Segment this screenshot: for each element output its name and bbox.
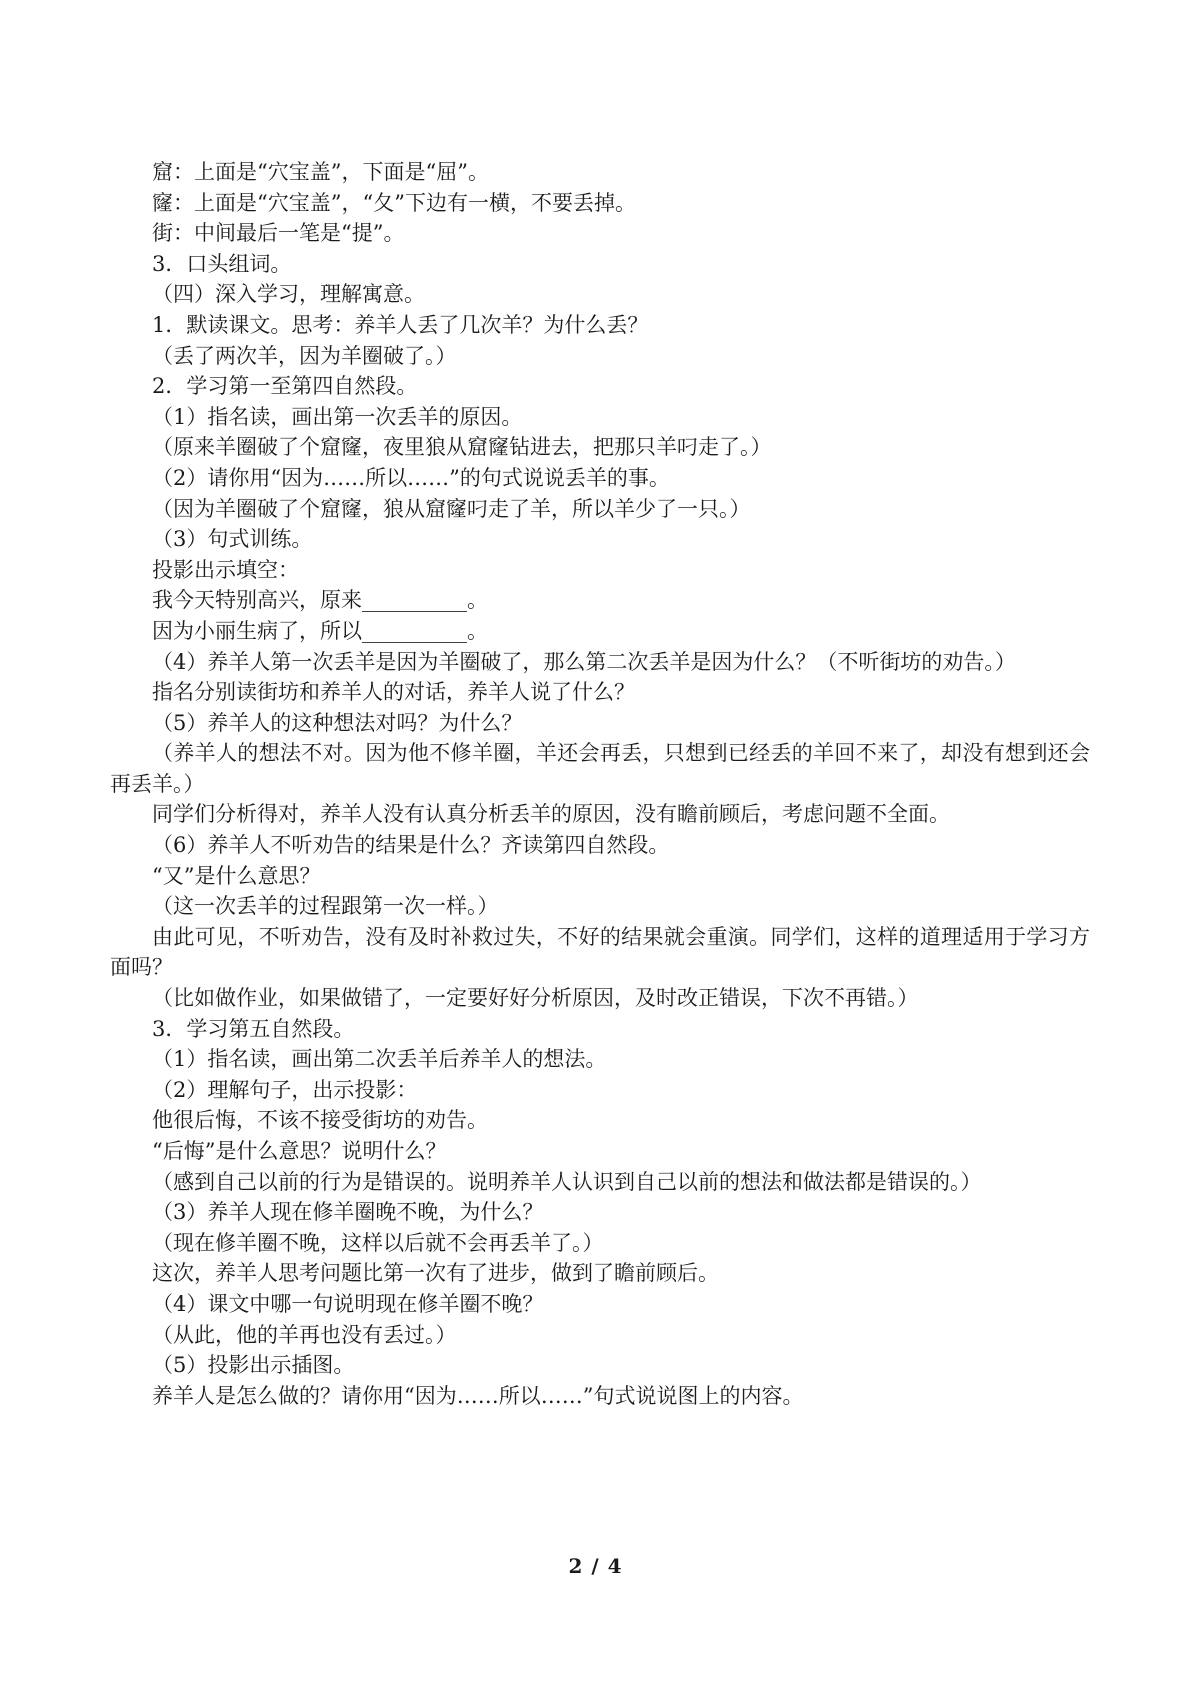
paragraph: 同学们分析得对，养羊人没有认真分析丢羊的原因，没有瞻前顾后，考虑问题不全面。 [152,802,950,827]
paragraph: （原来羊圈破了个窟窿，夜里狼从窟窿钻进去，把那只羊叼走了。） [152,435,772,460]
paragraph: （3）养羊人现在修羊圈晚不晚，为什么？ [152,1200,544,1225]
paragraph: （1）指名读，画出第一次丢羊的原因。 [152,404,523,429]
fill-in-blank: 我今天特别高兴，原来__________。 [152,588,488,613]
paragraph: （2）理解句子，出示投影： [152,1077,418,1102]
paragraph: 养羊人是怎么做的？请你用“因为……所以……”句式说说图上的内容。 [152,1383,804,1408]
paragraph: （养羊人的想法不对。因为他不修羊圈，羊还会再丢，只想到已经丢的羊回不来了，却没有想到还会再丢羊。） [110,741,1090,796]
paragraph: 窿：上面是“穴宝盖”，“夂”下边有一横，不要丢掉。 [152,190,636,215]
paragraph: 这次，养羊人思考问题比第一次有了进步，做到了瞻前顾后。 [152,1261,719,1286]
section-heading: （四）深入学习，理解寓意。 [152,282,425,307]
paragraph: （现在修羊圈不晚，这样以后就不会再丢羊了。） [152,1230,604,1255]
paragraph: 2．学习第一至第四自然段。 [152,374,418,399]
paragraph: 3．口头组词。 [152,251,292,276]
paragraph: （5）投影出示插图。 [152,1353,355,1378]
paragraph: （4）课文中哪一句说明现在修羊圈不晚？ [152,1291,544,1316]
paragraph: 他很后悔，不该不接受街坊的劝告。 [152,1108,488,1133]
paragraph: （比如做作业，如果做错了，一定要好好分析原因，及时改正错误，下次不再错。） [152,986,919,1011]
paragraph: “又”是什么意思？ [152,863,321,888]
paragraph: （4）养羊人第一次丢羊是因为羊圈破了，那么第二次丢羊是因为什么？（不听街坊的劝告。） [152,649,1016,674]
paragraph: 3．学习第五自然段。 [152,1016,355,1041]
paragraph: （5）养羊人的这种想法对吗？为什么？ [152,710,523,735]
paragraph: （1）指名读，画出第二次丢羊后养羊人的想法。 [152,1047,607,1072]
paragraph: 街：中间最后一笔是“提”。 [152,221,405,246]
paragraph: （6）养羊人不听劝告的结果是什么？齐读第四自然段。 [152,833,670,858]
paragraph: 1．默读课文。思考：养羊人丢了几次羊？为什么丢？ [152,312,649,337]
page-number: 2 / 4 [568,1554,623,1578]
paragraph: （3）句式训练。 [152,527,313,552]
paragraph: （这一次丢羊的过程跟第一次一样。） [152,894,499,919]
paragraph: 由此可见，不听劝告，没有及时补救过失，不好的结果就会重演。同学们，这样的道理适用于学习方面吗？ [110,924,1090,980]
document-body [110,157,1090,1411]
paragraph: “后悔”是什么意思？说明什么？ [152,1139,447,1163]
paragraph: （从此，他的羊再也没有丢过。） [152,1322,457,1347]
paragraph: 指名分别读街坊和养羊人的对话，养羊人说了什么？ [152,680,635,705]
fill-in-blank: 因为小丽生病了，所以__________。 [152,618,488,643]
paragraph: （丢了两次羊，因为羊圈破了。） [152,343,457,368]
paragraph: 投影出示填空： [152,557,299,582]
paragraph: （因为羊圈破了个窟窿，狼从窟窿叼走了羊，所以羊少了一只。） [152,496,751,521]
paragraph: （2）请你用“因为……所以……”的句式说说丢羊的事。 [152,465,670,490]
paragraph: 窟：上面是“穴宝盖”，下面是“屈”。 [152,160,489,184]
paragraph: （感到自己以前的行为是错误的。说明养羊人认识到自己以前的想法和做法都是错误的。） [152,1169,982,1194]
